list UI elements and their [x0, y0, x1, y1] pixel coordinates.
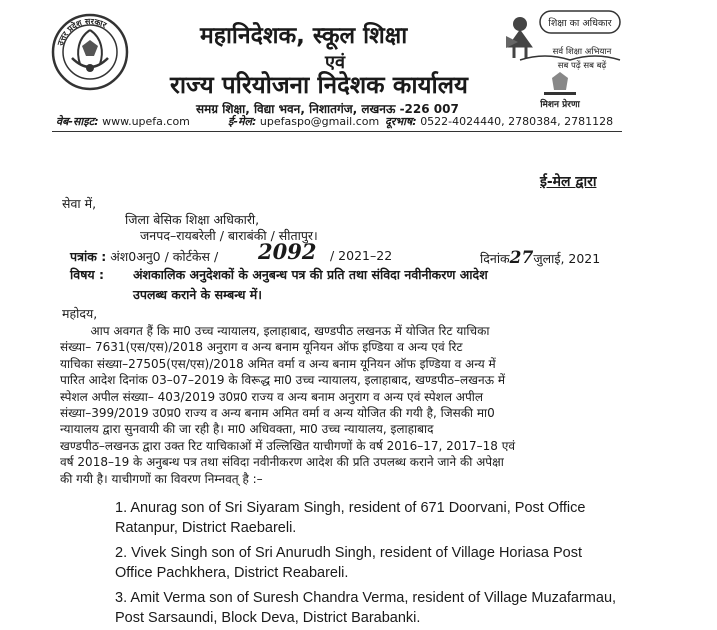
svg-text:उत्तर प्रदेश सरकार: उत्तर प्रदेश सरकार: [55, 16, 108, 47]
reference-prefix: अंश0अनु0 / कोर्टकेस /: [110, 249, 219, 264]
svg-text:सब पढ़ें सब बढ़ें: सब पढ़ें सब बढ़ें: [557, 61, 607, 71]
reference-session: / 2021–22: [330, 248, 393, 263]
phone-info: [385, 114, 613, 129]
body-line: पारित आदेश दिनांक 03–07–2019 के विरूद्ध मा0 उच्च न्यायालय, इलाहाबाद, खण्डपीठ–लखनऊ में: [60, 373, 506, 388]
up-government-seal-logo: [50, 12, 130, 92]
website-info: [56, 114, 190, 129]
reference-label: पत्रांक :: [70, 249, 107, 264]
svg-text:मिशन प्रेरणा: मिशन प्रेरणा: [540, 100, 580, 110]
phone-numbers: 0522-4024440, 2780384, 2781128: [420, 115, 614, 128]
greeting: महोदय,: [62, 306, 98, 321]
office-title-conjunction: एवं: [325, 52, 345, 73]
website-label: वेब-साइट:: [56, 115, 99, 128]
body-line: आप अवगत हैं कि मा0 उच्च न्यायालय, इलाहाबाद, खण्डपीठ लखनऊ में योजित रिट याचिका: [60, 324, 490, 338]
body-line: खण्डपीठ–लखनऊ द्वारा उक्त रिट याचिकाओं में उल्लिखित याचीगणों के वर्ष 2016–17, 2017–18 एवं: [60, 438, 516, 453]
email-label: ई-मेल:: [228, 115, 257, 128]
office-address: समग्र शिक्षा, विद्या भवन, निशातगंज, लखनऊ -226 007: [196, 102, 459, 116]
recipient-salutation: सेवा में,: [62, 196, 97, 211]
body-paragraph: [60, 323, 610, 487]
petitioner-item-2: 2. Vivek Singh son of Sri Anurudh Singh, resident of Village Horiasa Post Office Pachkhera, District Reabareli.: [115, 545, 582, 581]
body-line: वर्ष 2018–19 के अनुबन्ध पत्र तथा संविदा नवीनीकरण आदेश की प्रति उपलब्ध कराने जाने की अपेक्षा: [60, 455, 504, 470]
right-to-education-logo: [500, 6, 630, 116]
phone-label: दूरभाष:: [385, 115, 417, 128]
header-divider: [52, 131, 622, 132]
body-line: न्यायालय द्वारा सुनवायी की जा रही है। मा0 अधिवक्ता, मा0 उच्च न्यायालय, इलाहाबाद: [60, 422, 434, 437]
date-label: दिनांक: [480, 251, 510, 266]
letter-reference: [70, 248, 218, 265]
petitioner-item-1: 1. Anurag son of Sri Siyaram Singh, resident of 671 Doorvani, Post Office Ratanpur, District Raebareli.: [115, 500, 586, 536]
body-line: याचिका संख्या–27505(एस/एस)/2018 अमित वर्मा व अन्य बनाम यूनियन ऑफ इण्डिया व अन्य में: [60, 356, 496, 371]
body-line: की गयी है। याचीगणों का विवरण निम्नवत् है :–: [60, 471, 263, 486]
handwritten-day: 27: [509, 248, 534, 268]
letter-date: [480, 248, 600, 268]
svg-text:सर्व शिक्षा अभियान: सर्व शिक्षा अभियान: [552, 47, 612, 57]
email-info: [228, 114, 379, 129]
recipient-districts: जनपद–रायबरेली / बाराबंकी / सीतापुर।: [140, 228, 318, 243]
dispatch-mode: ई-मेल द्वारा: [540, 174, 597, 190]
subject-line2: उपलब्ध कराने के सम्बन्ध में।: [133, 287, 262, 302]
office-title-line1: महानिदेशक, स्कूल शिक्षा: [200, 23, 408, 49]
handwritten-letter-number: 2092: [258, 239, 317, 264]
svg-text:शिक्षा का अधिकार: शिक्षा का अधिकार: [548, 18, 612, 29]
subject-label: विषय :: [70, 267, 105, 282]
subject-line1: अंशकालिक अनुदेशकों के अनुबन्ध पत्र की प्रति तथा संविदा नवीनीकरण आदेश: [133, 267, 488, 282]
petitioner-item-3: 3. Amit Verma son of Suresh Chandra Verma, resident of Village Muzafarmau, Post Sarsaundi, Block Deva, District Barabanki.: [115, 590, 617, 626]
body-line: स्पेशल अपील संख्या– 403/2019 उ0प्र0 राज्य व अन्य बनाम अनुराग व अन्य एवं स्पेशल अपील: [60, 389, 484, 404]
website-link[interactable]: www.upefa.com: [102, 115, 190, 128]
body-line: संख्या– 7631(एस/एस)/2018 अनुराग व अन्य बनाम यूनियन ऑफ इण्डिया व अन्य एवं रिट: [60, 340, 463, 355]
email-link[interactable]: upefaspo@gmail.com: [259, 115, 380, 128]
date-month-year: जुलाई, 2021: [533, 251, 601, 266]
office-title-line2: राज्य परियोजना निदेशक कार्यालय: [170, 71, 468, 99]
recipient-designation: जिला बेसिक शिक्षा अधिकारी,: [125, 212, 260, 227]
body-line: संख्या–399/2019 उ0प्र0 राज्य व अन्य बनाम अमित वर्मा व अन्य योजित की गयी है, जिसकी मा0: [60, 406, 495, 421]
